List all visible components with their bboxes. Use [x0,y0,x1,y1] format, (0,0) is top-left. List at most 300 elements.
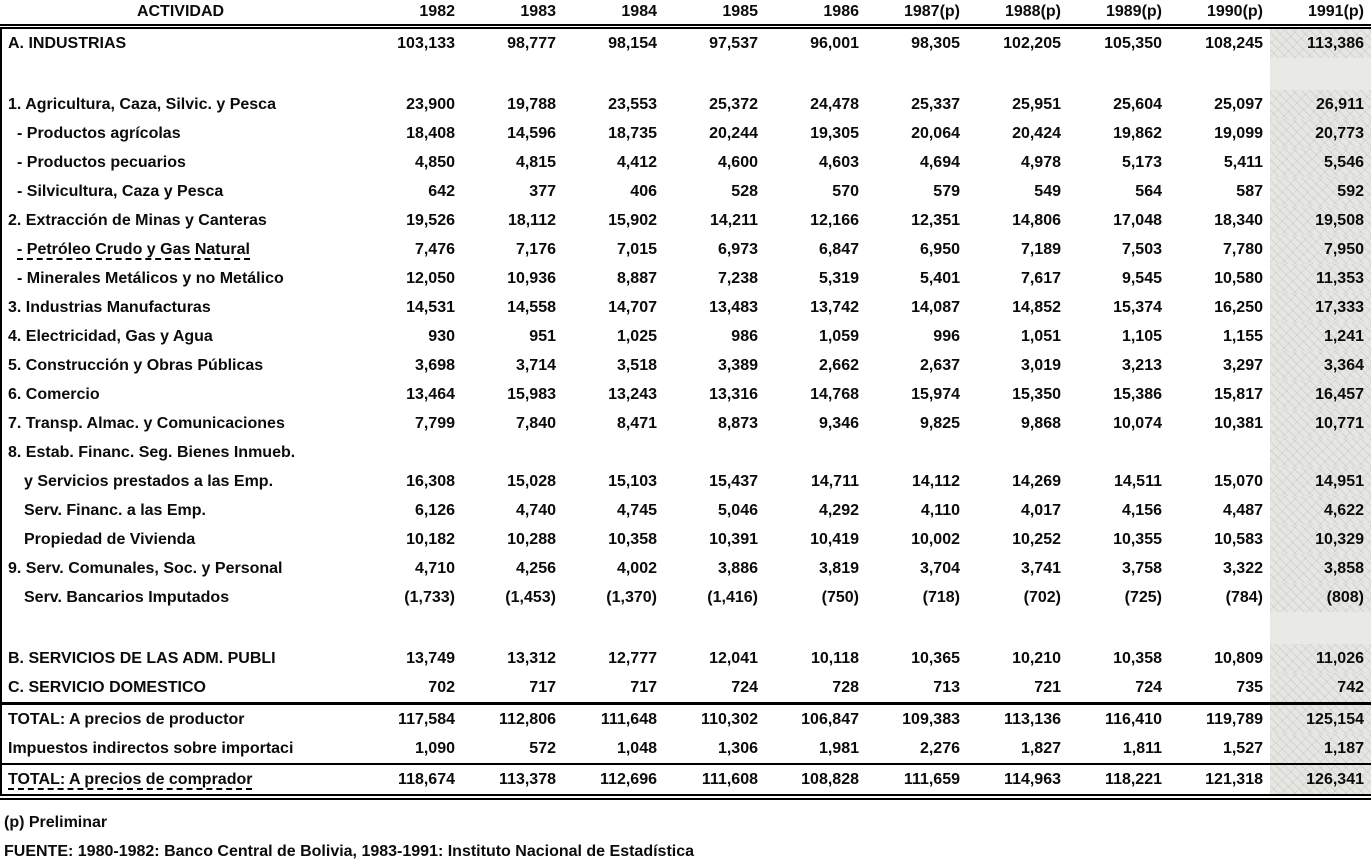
value-cell: 587 [1236,182,1263,200]
value-cell [967,612,1068,644]
value-cell: 105,350 [1104,34,1162,52]
value-cell: 4,292 [818,501,859,519]
value-cell: 9,868 [1020,414,1061,432]
value-cell: 112,696 [563,764,664,797]
column-header-year: 1990(p) [1169,0,1270,27]
value-cell: 3,518 [616,356,657,374]
value-cell: 10,580 [1214,269,1263,287]
value-cell: 20,424 [1012,124,1061,142]
value-cell: 4,110 [920,501,960,519]
value-cell: 3,886 [717,559,758,577]
value-cell: 13,742 [810,298,859,316]
activity-cell [1,235,361,264]
value-cell: 19,862 [1113,124,1162,142]
value-cell: 12,166 [810,211,859,229]
activity-label: 9. Serv. Comunales, Soc. y Personal [8,559,283,577]
value-cell: 1,827 [1020,739,1061,757]
value-cell: (808) [1270,583,1371,612]
value-cell: 15,974 [911,385,960,403]
value-cell: (1,416) [707,588,758,606]
value-cell: 3,322 [1222,559,1263,577]
table-row [1,58,1371,90]
value-cell: 4,815 [515,153,556,171]
value-cell [1270,438,1371,467]
value-cell [1169,58,1270,90]
value-cell [664,612,765,644]
value-cell: 724 [1135,678,1162,696]
column-header-year: 1985 [664,0,765,27]
value-cell: 7,176 [515,240,556,258]
value-cell: 10,936 [507,269,556,287]
table-row [1,734,1371,764]
value-cell: 14,852 [1012,298,1061,316]
activity-label: Impuestos indirectos sobre importaci [8,739,294,757]
table-row [1,496,1371,525]
value-cell: 114,963 [967,764,1068,797]
value-cell [866,438,967,467]
value-cell: 15,437 [709,472,758,490]
value-cell: 108,828 [765,764,866,797]
value-cell: 10,419 [810,530,859,548]
value-cell: 549 [1034,182,1061,200]
value-cell: 3,819 [818,559,859,577]
value-cell: 1,306 [717,739,758,757]
activity-cell [1,322,361,351]
value-cell: 12,351 [911,211,960,229]
value-cell: 4,156 [1121,501,1162,519]
value-cell: 25,337 [911,95,960,113]
value-cell: 113,378 [462,764,563,797]
value-cell: 20,773 [1270,119,1371,148]
value-cell: 1,105 [1121,327,1162,345]
value-cell: 112,806 [462,704,563,735]
value-cell: 10,002 [911,530,960,548]
value-cell: (1,733) [404,588,455,606]
value-cell: 17,048 [1113,211,1162,229]
value-cell: 735 [1236,678,1263,696]
value-cell: 5,046 [717,501,758,519]
activity-cell [1,673,361,704]
activity-label: A. INDUSTRIAS [8,34,127,52]
value-cell: 119,789 [1169,704,1270,735]
value-cell: 4,745 [616,501,657,519]
value-cell [462,612,563,644]
value-cell: 13,749 [406,649,455,667]
table-row [1,90,1371,119]
value-cell: 12,041 [709,649,758,667]
column-header-year: 1991(p) [1270,0,1371,27]
table-row [1,438,1371,467]
value-cell: 4,694 [919,153,960,171]
value-cell [1270,612,1371,644]
column-header-year: 1984 [563,0,664,27]
value-cell: 4,850 [414,153,455,171]
table-row [1,554,1371,583]
value-cell: 717 [529,678,556,696]
value-cell: 7,617 [1020,269,1061,287]
value-cell: (718) [922,588,960,606]
value-cell: 7,780 [1222,240,1263,258]
activity-label: - Productos agrícolas [17,124,181,142]
value-cell: 5,411 [1223,153,1263,171]
value-cell: 25,951 [1012,95,1061,113]
value-cell: 13,316 [709,385,758,403]
value-cell: 930 [428,327,455,345]
value-cell: 98,777 [507,34,556,52]
value-cell: 6,847 [818,240,859,258]
value-cell: (702) [1023,588,1061,606]
value-cell: (784) [1225,588,1263,606]
column-header-year: 1986 [765,0,866,27]
value-cell: 6,973 [717,240,758,258]
source-note: FUENTE: 1980-1982: Banco Central de Bolivia, 1983-1991: Instituto Nacional de Estadística [4,843,695,860]
value-cell [462,58,563,90]
activity-cell [1,764,361,797]
value-cell [967,438,1068,467]
value-cell: 15,103 [608,472,657,490]
value-cell: 15,983 [507,385,556,403]
table-footnotes [0,800,1371,863]
value-cell [563,58,664,90]
activity-cell [1,177,361,206]
value-cell: 742 [1270,673,1371,704]
value-cell: (1,370) [606,588,657,606]
value-cell: 642 [428,182,455,200]
value-cell: 7,950 [1270,235,1371,264]
value-cell: 986 [731,327,758,345]
table-row [1,206,1371,235]
value-cell: 377 [529,182,556,200]
value-cell: 8,471 [616,414,657,432]
activity-cell [1,644,361,673]
activity-cell [1,734,361,764]
value-cell: 2,662 [818,356,859,374]
value-cell: 4,487 [1222,501,1263,519]
value-cell: 10,329 [1270,525,1371,554]
value-cell: 25,097 [1214,95,1263,113]
value-cell: 108,245 [1205,34,1263,52]
value-cell: 96,001 [810,34,859,52]
activity-label: TOTAL: A precios de comprador [8,770,253,788]
value-cell: 17,333 [1270,293,1371,322]
value-cell: 14,768 [810,385,859,403]
value-cell: 572 [529,739,556,757]
value-cell: (1,453) [505,588,556,606]
value-cell: 3,741 [1020,559,1061,577]
value-cell: 1,187 [1270,734,1371,764]
table-row [1,351,1371,380]
table-row [1,322,1371,351]
value-cell: 1,048 [616,739,657,757]
value-cell: 10,358 [1113,649,1162,667]
value-cell: 1,527 [1222,739,1263,757]
value-cell: 19,099 [1214,124,1263,142]
value-cell: 18,340 [1214,211,1263,229]
value-cell: 951 [529,327,556,345]
value-cell: 15,070 [1214,472,1263,490]
activity-label: - Silvicultura, Caza y Pesca [17,182,224,200]
value-cell: 10,381 [1214,414,1263,432]
value-cell: 12,050 [406,269,455,287]
value-cell: 14,269 [1012,472,1061,490]
value-cell: 4,256 [515,559,556,577]
activity-cell [1,704,361,735]
value-cell: 102,205 [1003,34,1061,52]
table-row [1,264,1371,293]
table-row [1,673,1371,704]
table-row [1,148,1371,177]
value-cell: 126,341 [1270,764,1371,797]
column-header-year: 1982 [361,0,462,27]
value-cell: 15,817 [1214,385,1263,403]
activity-label: C. SERVICIO DOMESTICO [8,678,206,696]
value-cell: 111,608 [664,764,765,797]
activity-cell [1,119,361,148]
value-cell: 15,350 [1012,385,1061,403]
column-header-year: 1989(p) [1068,0,1169,27]
value-cell: 9,545 [1121,269,1162,287]
value-cell: 14,112 [911,472,960,490]
activity-label: B. SERVICIOS DE LAS ADM. PUBLI [8,649,276,667]
value-cell [765,438,866,467]
value-cell [361,438,462,467]
activity-cell [1,554,361,583]
value-cell: 15,374 [1113,298,1162,316]
value-cell: 20,244 [709,124,758,142]
value-cell: 7,476 [414,240,455,258]
value-cell: 15,902 [608,211,657,229]
value-cell: 1,025 [616,327,657,345]
value-cell: 4,002 [616,559,657,577]
value-cell: 14,596 [507,124,556,142]
value-cell: 1,811 [1122,739,1162,757]
value-cell: 14,531 [406,298,455,316]
value-cell: 8,887 [616,269,657,287]
activity-cell [1,148,361,177]
value-cell: 728 [832,678,859,696]
value-cell: 10,210 [1012,649,1061,667]
activity-label: Serv. Financ. a las Emp. [24,501,206,519]
value-cell [765,612,866,644]
activity-cell [1,90,361,119]
value-cell [1068,438,1169,467]
value-cell: 16,308 [406,472,455,490]
value-cell: 14,511 [1113,472,1162,490]
value-cell: 97,537 [709,34,758,52]
value-cell: 16,457 [1270,380,1371,409]
value-cell: 19,305 [810,124,859,142]
value-cell: 23,900 [406,95,455,113]
value-cell: 10,118 [810,649,859,667]
table-row [1,380,1371,409]
value-cell: 25,604 [1113,95,1162,113]
table-row [1,612,1371,644]
value-cell: 26,911 [1270,90,1371,119]
column-header-year: 1983 [462,0,563,27]
value-cell: 579 [933,182,960,200]
activity-cell [1,612,361,644]
value-cell: 5,401 [919,269,960,287]
value-cell [361,58,462,90]
value-cell: 2,276 [919,739,960,757]
value-cell: 14,087 [911,298,960,316]
value-cell [462,438,563,467]
activity-cell [1,438,361,467]
column-header-activity: ACTIVIDAD [1,0,361,27]
value-cell [563,612,664,644]
value-cell: 10,809 [1214,649,1263,667]
activity-label: 7. Transp. Almac. y Comunicaciones [8,414,285,432]
value-cell: 3,213 [1121,356,1162,374]
value-cell: 25,372 [709,95,758,113]
column-header-year: 1988(p) [967,0,1068,27]
activity-cell [1,351,361,380]
value-cell: 12,777 [608,649,657,667]
value-cell: 11,026 [1270,644,1371,673]
value-cell: 4,622 [1270,496,1371,525]
value-cell: 116,410 [1068,704,1169,735]
value-cell: 570 [832,182,859,200]
activity-label: Propiedad de Vivienda [24,530,196,548]
value-cell [1169,438,1270,467]
value-cell: 4,740 [515,501,556,519]
value-cell: 11,353 [1270,264,1371,293]
value-cell: 717 [630,678,657,696]
activity-cell [1,206,361,235]
value-cell: 1,090 [414,739,455,757]
table-row [1,293,1371,322]
value-cell: 7,840 [515,414,556,432]
value-cell: 10,074 [1113,414,1162,432]
value-cell: 7,189 [1020,240,1061,258]
value-cell: 18,408 [406,124,455,142]
table-row [1,525,1371,554]
value-cell: 3,858 [1270,554,1371,583]
activity-label: - Petróleo Crudo y Gas Natural [17,240,250,258]
value-cell: 5,546 [1270,148,1371,177]
value-cell: 1,241 [1270,322,1371,351]
value-cell: 6,950 [919,240,960,258]
value-cell: 13,243 [608,385,657,403]
value-cell: 9,825 [919,414,960,432]
value-cell: 3,019 [1020,356,1061,374]
value-cell [866,612,967,644]
activity-label: 2. Extracción de Minas y Canteras [8,211,267,229]
value-cell [361,612,462,644]
value-cell: 7,238 [717,269,758,287]
value-cell: 117,584 [361,704,462,735]
value-cell: 7,503 [1121,240,1162,258]
header-row [1,0,1371,27]
value-cell: 10,771 [1270,409,1371,438]
value-cell: 10,358 [608,530,657,548]
activity-cell [1,58,361,90]
value-cell: 724 [731,678,758,696]
value-cell: 10,288 [507,530,556,548]
value-cell: 3,714 [515,356,556,374]
value-cell: 1,981 [818,739,859,757]
activity-label: Serv. Bancarios Imputados [24,588,230,606]
value-cell: 6,126 [414,501,455,519]
value-cell: 406 [630,182,657,200]
value-cell: 15,386 [1113,385,1162,403]
activity-label: 3. Industrias Manufacturas [8,298,211,316]
value-cell: 111,648 [563,704,664,735]
value-cell [1270,58,1371,90]
value-cell: 10,583 [1214,530,1263,548]
value-cell: 109,383 [866,704,967,735]
value-cell: 4,710 [414,559,455,577]
value-cell: 125,154 [1270,704,1371,735]
value-cell: (750) [821,588,859,606]
value-cell: 110,302 [664,704,765,735]
table-row [1,409,1371,438]
value-cell [1169,612,1270,644]
value-cell: 10,365 [911,649,960,667]
value-cell: 5,173 [1121,153,1162,171]
value-cell: 111,659 [866,764,967,797]
value-cell: 103,133 [397,34,455,52]
value-cell: 3,758 [1121,559,1162,577]
value-cell: 98,305 [911,34,960,52]
table-row [1,467,1371,496]
value-cell: 7,799 [414,414,455,432]
value-cell: 13,483 [709,298,758,316]
value-cell: 106,847 [765,704,866,735]
table-row [1,583,1371,612]
activity-label: y Servicios prestados a las Emp. [24,472,274,490]
value-cell: 10,182 [406,530,455,548]
value-cell: 3,698 [414,356,455,374]
activity-label: TOTAL: A precios de productor [8,710,245,728]
value-cell: 1,059 [818,327,859,345]
activity-label: 4. Electricidad, Gas y Agua [8,327,213,345]
activity-label: - Minerales Metálicos y no Metálico [17,269,284,287]
value-cell: 19,788 [507,95,556,113]
value-cell: 24,478 [810,95,859,113]
value-cell: 702 [428,678,455,696]
activity-label: - Productos pecuarios [17,153,186,171]
value-cell: 13,312 [507,649,556,667]
activity-cell [1,409,361,438]
value-cell: 2,637 [919,356,960,374]
value-cell: 996 [933,327,960,345]
value-cell: 9,346 [818,414,859,432]
value-cell [967,58,1068,90]
value-cell: 20,064 [911,124,960,142]
value-cell: 10,355 [1113,530,1162,548]
table-row [1,235,1371,264]
value-cell: 14,558 [507,298,556,316]
value-cell: 14,211 [709,211,758,229]
value-cell: 18,735 [608,124,657,142]
value-cell: 8,873 [717,414,758,432]
value-cell: 18,112 [507,211,556,229]
activity-cell [1,583,361,612]
value-cell: 721 [1034,678,1061,696]
value-cell: 113,136 [967,704,1068,735]
activity-label: 8. Estab. Financ. Seg. Bienes Inmueb. [8,443,296,461]
value-cell: 4,978 [1020,153,1061,171]
table-row [1,27,1371,59]
value-cell: 4,600 [717,153,758,171]
value-cell: 14,707 [608,298,657,316]
value-cell: 16,250 [1214,298,1263,316]
value-cell [1068,612,1169,644]
table-body [1,27,1371,798]
activity-cell [1,467,361,496]
value-cell: 528 [731,182,758,200]
